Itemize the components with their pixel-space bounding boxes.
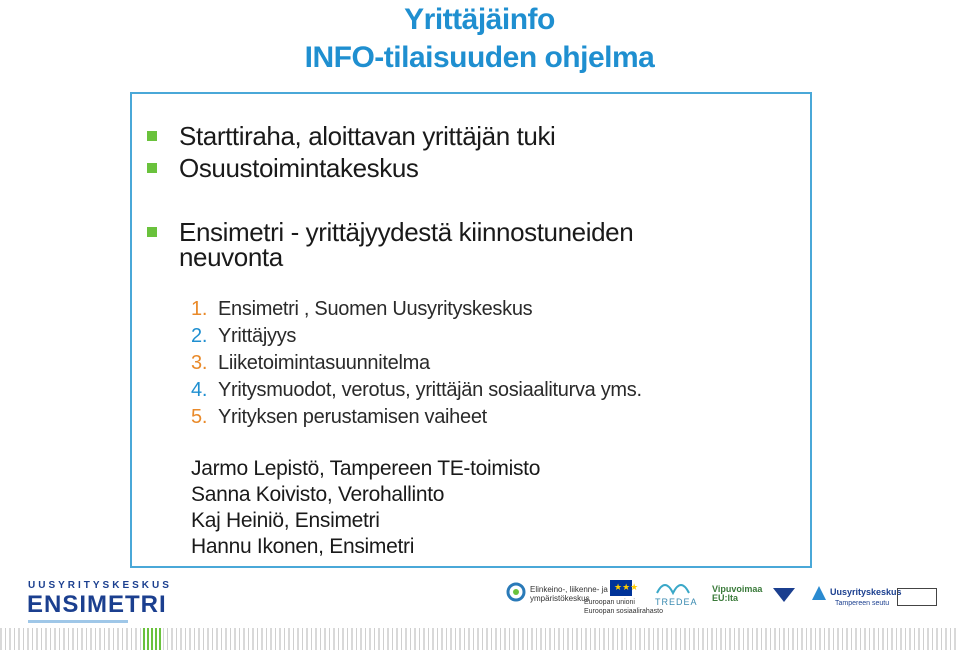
title-line-1: Yrittäjäinfo (404, 3, 555, 36)
bullet-item-continuation: neuvonta (179, 242, 283, 272)
item-text: Ensimetri , Suomen Uusyrityskeskus (218, 298, 533, 320)
presenter: Hannu Ikonen, Ensimetri (191, 535, 415, 558)
bullet-square-icon (147, 131, 157, 141)
item-number: 5. (191, 406, 208, 428)
presenter: Jarmo Lepistö, Tampereen TE-toimisto (191, 457, 541, 480)
numbered-item (191, 324, 296, 348)
bullet-item: Osuustoimintakeskus (179, 153, 419, 183)
uusyrityskeskus-logo: Uusyrityskeskus (830, 587, 902, 597)
uusyrityskeskus-arrow-icon (810, 584, 828, 602)
inspecta-badge-icon (897, 588, 937, 606)
title-line-2: INFO-tilaisuuden ohjelma (304, 41, 655, 74)
uusyrityskeskus-logo-text: UUSYRITYSKESKUS (28, 580, 172, 591)
numbered-item (191, 405, 487, 429)
ely-logo-icon (505, 582, 527, 602)
ely-logo-text: Elinkeino-, liikenne- ja ympäristökeskus (530, 585, 608, 603)
item-number: 2. (191, 325, 208, 347)
tredea-logo-text: TREDEA (655, 597, 698, 607)
item-number: 1. (191, 298, 208, 320)
tampere-seutu-text: Tampereen seutu (835, 600, 890, 607)
bullet-item: Ensimetri - yrittäjyydestä kiinnostuneiden (179, 217, 634, 247)
presenter: Sanna Koivisto, Verohallinto (191, 483, 445, 506)
eu-logo-text: Euroopan unioni Euroopan sosiaalirahasto (584, 599, 663, 615)
decorative-footer-accent (143, 628, 163, 650)
ensimetri-logo-bar (28, 620, 128, 623)
numbered-item (191, 378, 642, 402)
ensimetri-logo: ENSIMETRI (27, 591, 167, 618)
numbered-item (191, 351, 430, 375)
presenter: Kaj Heiniö, Ensimetri (191, 509, 380, 532)
bullet-item: Starttiraha, aloittavan yrittäjän tuki (179, 121, 556, 151)
bullet-square-icon (147, 163, 157, 173)
item-text: Yritysmuodot, verotus, yrittäjän sosiaaliturva yms. (218, 379, 642, 401)
numbered-item (191, 297, 532, 321)
arrow-logo-icon (773, 586, 795, 602)
item-number: 4. (191, 379, 208, 401)
item-text: Yrittäjyys (218, 325, 297, 347)
item-number: 3. (191, 352, 208, 374)
tredea-logo-icon (655, 575, 691, 595)
vipuvoimaa-logo: Vipuvoimaa EU:lta (712, 584, 763, 603)
item-text: Liiketoimintasuunnitelma (218, 352, 430, 374)
bullet-square-icon (147, 227, 157, 237)
eu-flag-icon: ★★★ (610, 580, 632, 596)
item-text: Yrityksen perustamisen vaiheet (218, 406, 487, 428)
